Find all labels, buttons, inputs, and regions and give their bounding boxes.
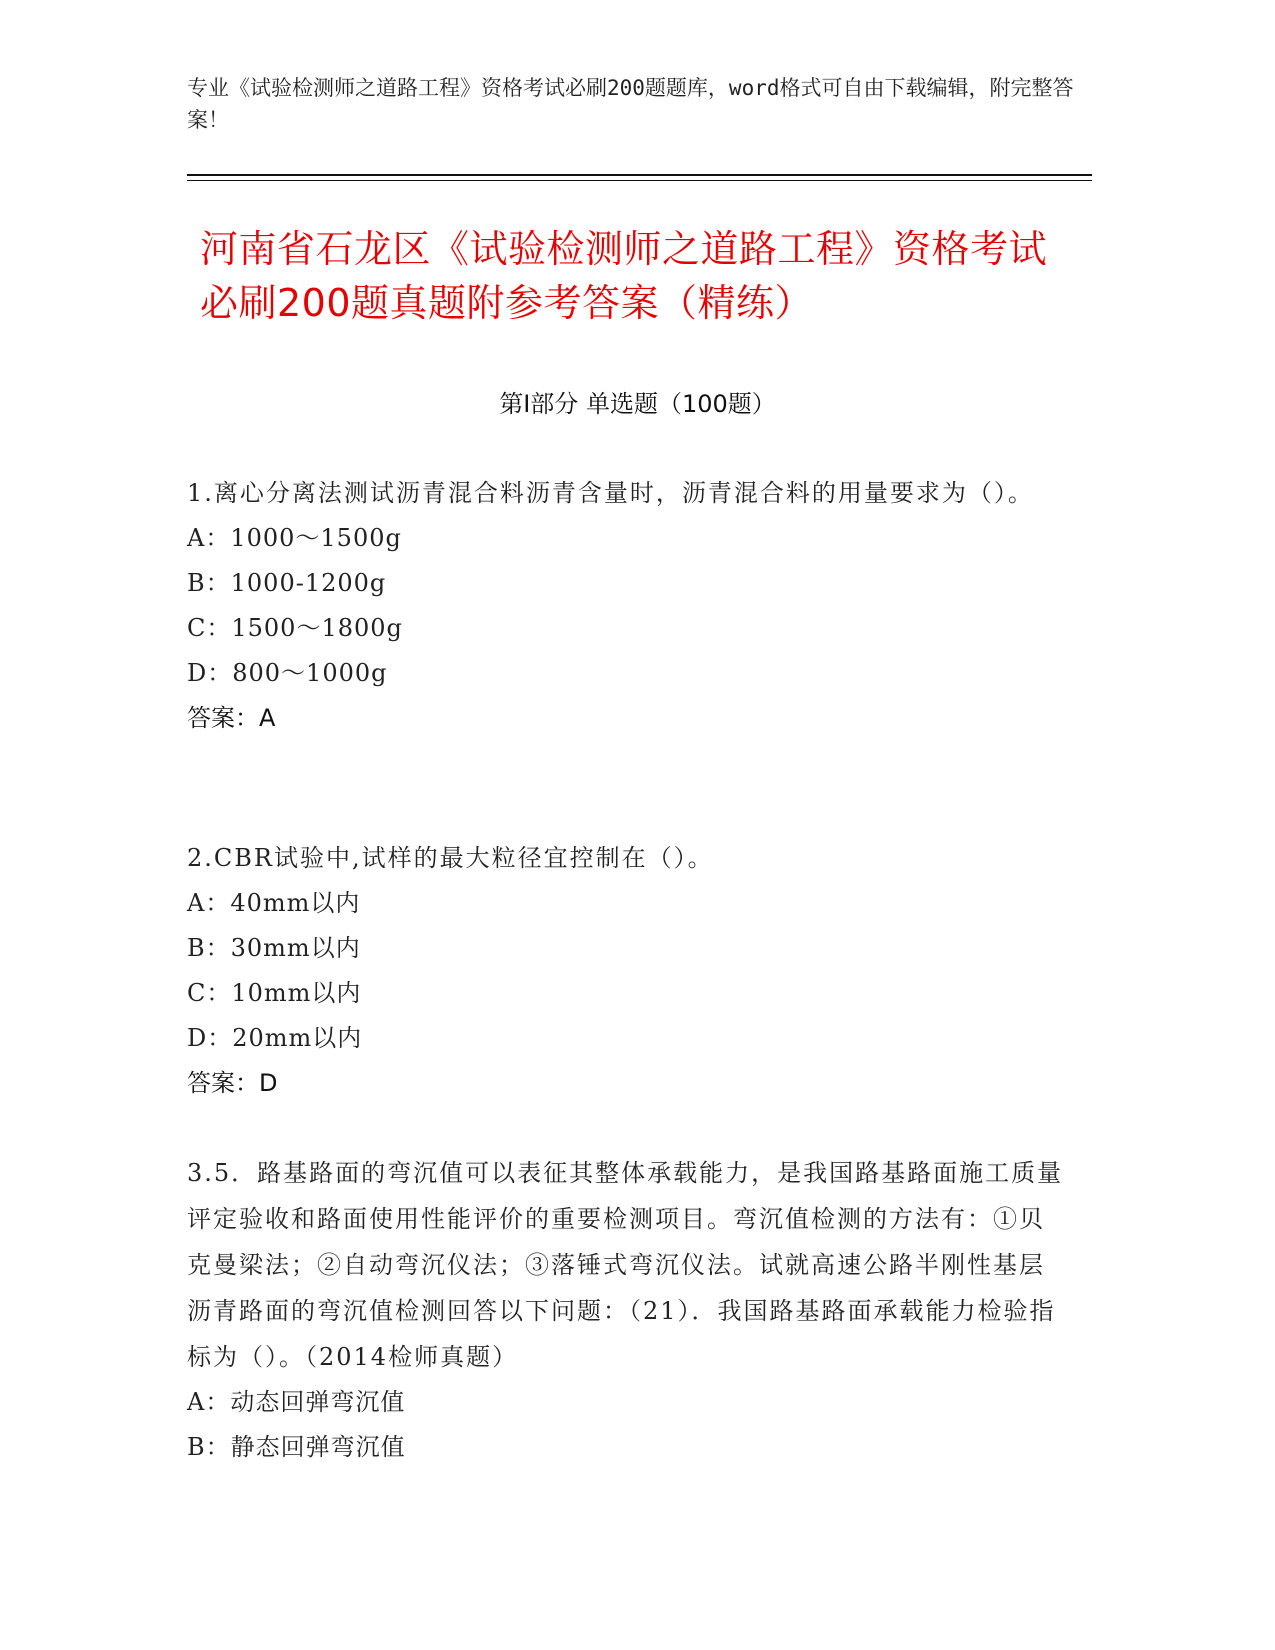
question-2	[187, 835, 1067, 1106]
document-title: 河南省石龙区《试验检测师之道路工程》资格考试必刷200题真题附参考答案（精练）	[200, 227, 1048, 325]
option-d: D：20mm以内	[187, 1024, 363, 1052]
question-3	[187, 1150, 1067, 1470]
question-1	[187, 470, 1067, 741]
option-d: D：800～1000g	[187, 659, 388, 687]
option-a: A：1000～1500g	[187, 524, 402, 552]
answer: 答案：D	[187, 1069, 278, 1097]
option-b: B：静态回弹弯沉值	[187, 1433, 406, 1461]
question-text: 1.离心分离法测试沥青混合料沥青含量时，沥青混合料的用量要求为（）。	[187, 479, 1034, 507]
answer: 答案：A	[187, 704, 276, 732]
header-divider-thick	[187, 174, 1092, 176]
option-c: C：1500～1800g	[187, 614, 403, 642]
option-a: A：40mm以内	[187, 889, 361, 917]
section-title: 第I部分 单选题（100题）	[499, 390, 776, 418]
header-note: 专业《试验检测师之道路工程》资格考试必刷200题题库，word格式可自由下载编辑，附完整答案！	[187, 76, 1074, 132]
option-b: B：30mm以内	[187, 934, 361, 962]
question-text: 2.CBR试验中,试样的最大粒径宜控制在（）。	[187, 844, 714, 872]
question-text: 3.5．路基路面的弯沉值可以表征其整体承载能力，是我国路基路面施工质量评定验收和路面使用性能评价的重要检测项目。弯沉值检测的方法有：①贝克曼梁法；②自动弯沉仪法；③落锤式弯沉仪法。试就高速公路半刚性基层沥青路面的弯沉值检测回答以下问题：（21）．我国路基路面承载能力检验指标为（）。（2014检师真题）	[187, 1159, 1064, 1371]
header-divider-thin	[187, 180, 1092, 181]
option-c: C：10mm以内	[187, 979, 362, 1007]
option-a: A：动态回弹弯沉值	[187, 1388, 406, 1416]
option-b: B：1000-1200g	[187, 569, 387, 597]
